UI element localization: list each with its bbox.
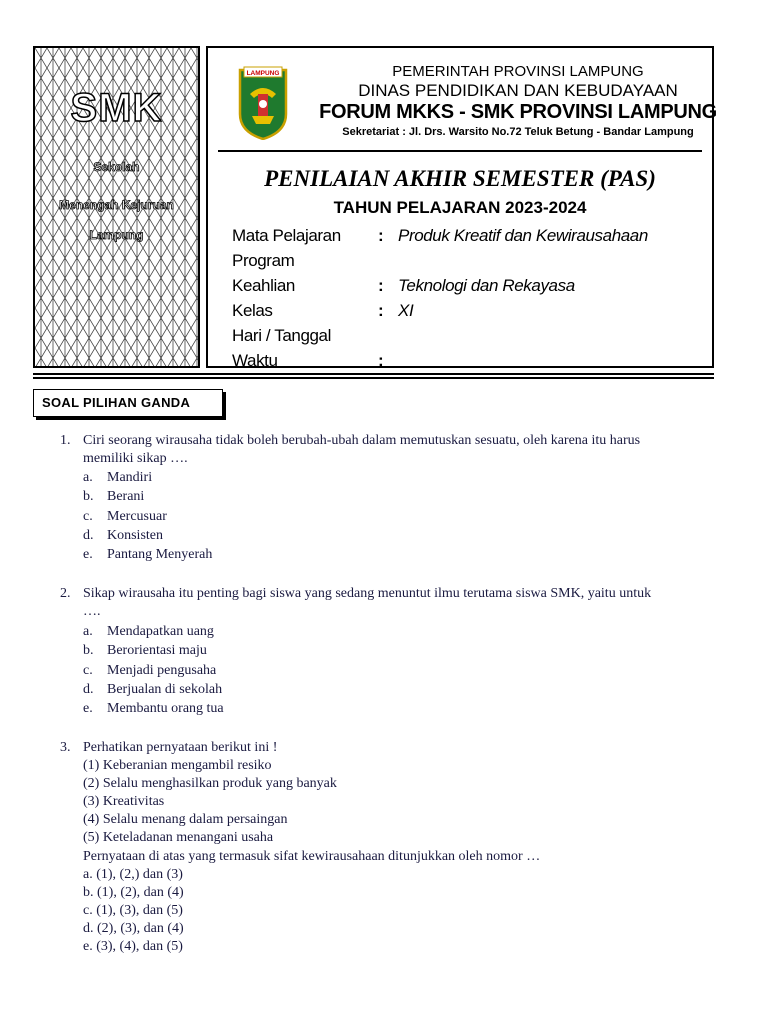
subject-label: Mata Pelajaran [232,226,341,245]
question-number: 3. [60,740,71,755]
class-colon: : [378,301,384,320]
option-letter: d. [83,528,94,543]
secretariat-address: Sekretariat : Jl. Drs. Warsito No.72 Teluk Betung - Bandar Lampung [342,126,694,138]
section-title: SOAL PILIHAN GANDA [33,389,223,417]
option-letter: d. [83,682,94,697]
option-letter: e. [83,547,93,562]
logo-text: LAMPUNG [246,70,280,77]
side-subtitle-3: Lampung [89,228,144,242]
statement-item: (4) Selalu menang dalam persaingan [83,812,288,827]
program-label: Program [232,251,295,270]
option-letter: a. [83,470,93,485]
question-text: Sikap wirausaha itu penting bagi siswa yang sedang menuntut ilmu terutama siswa SMK, yaitu untuk [83,586,652,601]
option-letter: b. [83,489,94,504]
exam-year: TAHUN PELAJARAN 2023-2024 [333,198,587,217]
department-name: DINAS PENDIDIKAN DAN KEBUDAYAAN [358,81,678,100]
subject-colon: : [378,226,384,245]
expertise-label: Keahlian [232,276,295,295]
government-name: PEMERINTAH PROVINSI LAMPUNG [392,63,644,80]
question-text: memiliki sikap …. [83,451,188,466]
side-title: SMK [70,86,163,130]
side-subtitle-1: Sekolah [93,160,140,174]
option-text: Membantu orang tua [107,701,224,716]
class-value: XI [398,301,414,320]
statement-item: (3) Kreativitas [83,794,165,809]
time-label: Waktu [232,351,278,370]
option-text: c. (1), (3), dan (5) [83,903,183,918]
statement-item: (5) Keteladanan menangani usaha [83,830,274,845]
option-letter: c. [83,509,93,524]
date-label: Hari / Tanggal [232,326,331,345]
option-letter: e. [83,701,93,716]
option-letter: b. [83,643,94,658]
subject-value: Produk Kreatif dan Kewirausahaan [398,226,648,245]
option-text: e. (3), (4), dan (5) [83,939,183,954]
header-divider [218,150,702,152]
class-label: Kelas [232,301,273,320]
option-text: d. (2), (3), dan (4) [83,921,184,936]
option-text: Mendapatkan uang [107,624,214,639]
exam-header [206,46,717,370]
side-subtitle-2: Menengah Kejuruan [59,198,174,212]
option-text: Mandiri [107,470,153,485]
forum-name: FORUM MKKS - SMK PROVINSI LAMPUNG [319,101,717,123]
double-rule-top [33,373,714,375]
expertise-colon: : [378,276,384,295]
exam-title: PENILAIAN AKHIR SEMESTER (PAS) [264,166,656,191]
option-text: Berjualan di sekolah [107,682,223,697]
option-letter: a. [83,624,93,639]
double-rule-bottom [33,377,714,379]
option-letter: c. [83,663,93,678]
statement-item: (2) Selalu menghasilkan produk yang banyak [83,776,337,791]
option-text: Konsisten [107,528,163,543]
option-text: b. (1), (2), dan (4) [83,885,184,900]
option-text: Menjadi pengusaha [107,663,217,678]
question-text: Perhatikan pernyataan berikut ini ! [83,740,278,755]
statement-item: (1) Keberanian mengambil resiko [83,758,272,773]
question-text: Pernyataan di atas yang termasuk sifat kewirausahaan ditunjukkan oleh nomor … [83,849,541,864]
question-number: 2. [60,586,71,601]
question-number: 1. [60,433,71,448]
question-text: …. [83,604,101,619]
school-cover-panel [33,46,200,368]
lampung-emblem-logo [238,64,288,140]
option-text: Pantang Menyerah [107,547,213,562]
option-text: a. (1), (2,) dan (3) [83,867,183,882]
question-text: Ciri seorang wirausaha tidak boleh berubah-ubah dalam memutuskan sesuatu, oleh karena itu harus [83,433,641,448]
option-text: Berani [107,489,145,504]
expertise-value: Teknologi dan Rekayasa [398,276,575,295]
option-text: Mercusuar [107,509,167,524]
option-text: Berorientasi maju [107,643,207,658]
time-colon: : [378,351,384,370]
